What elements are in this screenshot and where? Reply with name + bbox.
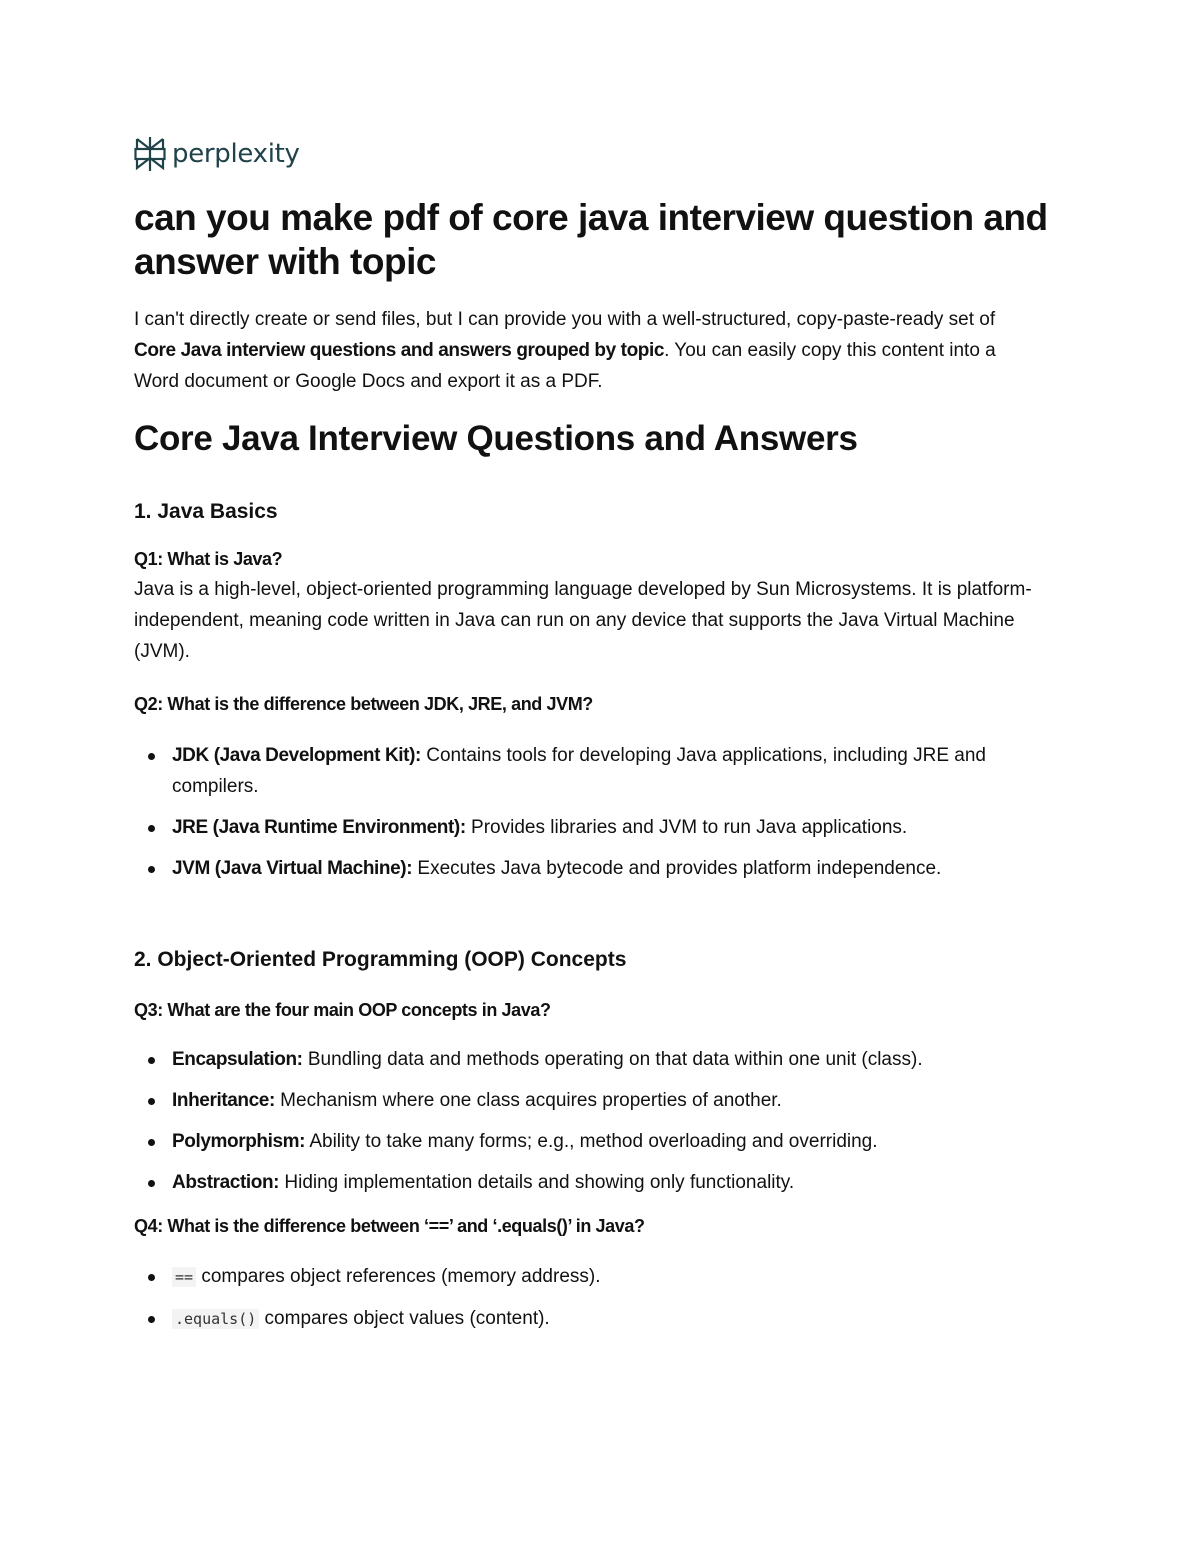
intro-text-end: . You can easily copy this content into a Word document or Google Docs and export it as a PDF. [134,340,996,392]
bullet-text: Bundling data and methods operating on that data within one unit (class). [302,1049,923,1070]
section-heading-oop: 2. Object-Oriented Programming (OOP) Concepts [134,948,627,971]
list-item [134,853,1069,884]
bullet-icon [148,866,155,873]
answer-q1: Java is a high-level, object-oriented programming language developed by Sun Microsystems. It is platform-independent, meaning code written in Java can run on any device that supports the Java Virtual Machine (JVM). [134,579,1032,662]
intro-bold-text: Core Java interview questions and answers grouped by topic [134,340,665,361]
bullet-text: compares object references (memory address). [196,1266,601,1287]
bullet-icon [148,1316,155,1323]
bullet-icon [148,1057,155,1064]
bullet-term: Abstraction: [172,1172,280,1193]
list-item [134,812,1069,843]
q4-bullet-list [134,1261,1069,1345]
question-q1: Q1: What is Java? [134,549,283,569]
inline-code: .equals() [172,1309,259,1329]
bullet-term: Polymorphism: [172,1131,306,1152]
bullet-term: JVM (Java Virtual Machine): [172,858,413,879]
bullet-text: Mechanism where one class acquires properties of another. [274,1090,782,1111]
perplexity-logo[interactable] [134,136,300,172]
perplexity-logo-icon [134,136,166,172]
bullet-icon [148,753,155,760]
q3-bullet-list [134,1044,1069,1208]
list-item [134,1261,1069,1293]
question-q4: Q4: What is the difference between ‘==’ and ‘.equals()’ in Java? [134,1216,645,1236]
bullet-term: JDK (Java Development Kit): [172,745,421,766]
bullet-icon [148,1274,155,1281]
list-item [134,1303,1069,1335]
question-q3: Q3: What are the four main OOP concepts in Java? [134,1000,551,1020]
list-item [134,1126,1069,1157]
section-heading-java-basics: 1. Java Basics [134,500,278,523]
bullet-icon [148,825,155,832]
intro-paragraph [134,304,1034,397]
list-item [134,1167,1069,1198]
bullet-icon [148,1139,155,1146]
main-heading: Core Java Interview Questions and Answers [134,419,858,458]
list-item [134,1085,1069,1116]
intro-text-start: I can't directly create or send files, but I can provide you with a well-structured, copy-paste-ready set of [134,309,996,330]
question-q2: Q2: What is the difference between JDK, JRE, and JVM? [134,694,593,714]
bullet-text: Contains tools for developing Java applications, including JRE and compilers. [172,745,987,797]
bullet-icon [148,1098,155,1105]
list-item [134,1044,1069,1075]
bullet-text: Ability to take many forms; e.g., method overloading and overriding. [305,1131,878,1152]
bullet-text: Hiding implementation details and showing only functionality. [279,1172,795,1193]
page-title: can you make pdf of core java interview question and answer with topic [134,197,1048,282]
list-item [134,740,1069,802]
bullet-text: compares object values (content). [259,1308,550,1329]
bullet-text: Executes Java bytecode and provides platform independence. [412,858,942,879]
bullet-icon [148,1180,155,1187]
logo-wordmark: perplexity [172,139,300,169]
bullet-term: Encapsulation: [172,1049,303,1070]
inline-code: == [172,1267,196,1287]
bullet-text: Provides libraries and JVM to run Java applications. [465,817,908,838]
bullet-term: Inheritance: [172,1090,275,1111]
bullet-term: JRE (Java Runtime Environment): [172,817,466,838]
q2-bullet-list [134,740,1069,894]
